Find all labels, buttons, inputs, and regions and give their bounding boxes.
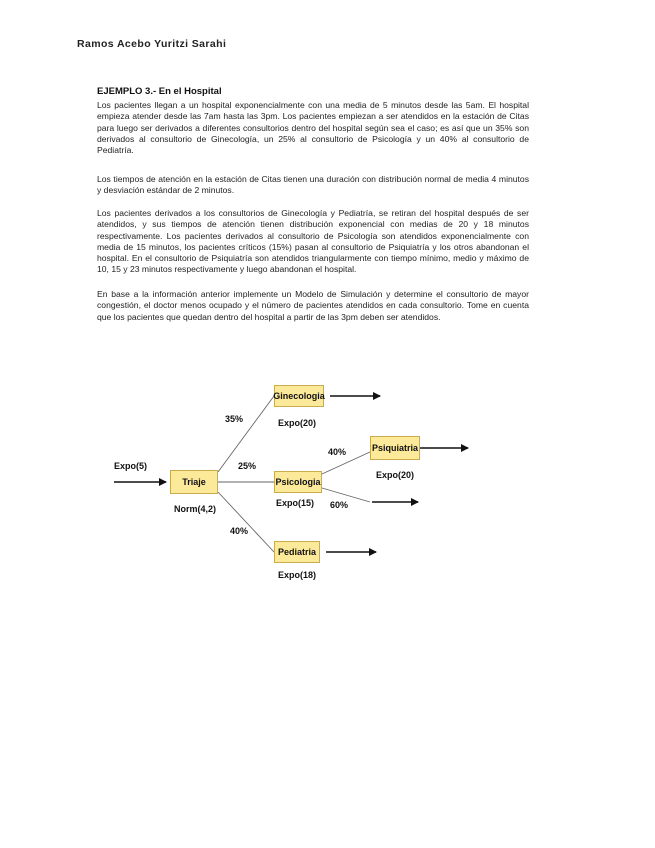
edge-triaje-pediatria [218,492,274,552]
paragraph-arrivals: Los pacientes llegan a un hospital exponencialmente con una media de 5 minutos desde las 5am. El hospital empieza atender desde las 7am hasta las 3pm. Los pacientes empiezan a ser atendidos en la estación de Citas para luego ser derivados a diferentes consultorios dentro del hospital según sea el caso; es así que un 35% son derivados al consultorio de Ginecología, un 25% al consultorio de Psicología y un 40% al consultorio de Pediatría. [97,100,529,156]
author-header: Ramos Acebo Yuritzi Sarahi [77,38,227,50]
psiquiatria-dist: Expo(20) [376,470,415,480]
flow-diagram [100,360,500,600]
psicologia-node: Psicologia [274,471,322,493]
percent-exit: 60% [330,500,349,510]
psicologia-dist: Expo(15) [276,498,315,508]
percent-ginecologia: 35% [225,414,244,424]
percent-psiquiatria: 40% [328,447,347,457]
example-title: EJEMPLO 3.- En el Hospital [97,86,222,97]
percent-pediatria: 40% [230,526,249,536]
ginecologia-node: Ginecologia [274,385,324,407]
paragraph-consultorios: Los pacientes derivados a los consultorios de Ginecología y Pediatría, se retiran del hospital después de ser atendidos, y sus tiempos de atención tienen distribución exponencial con medias de 20 y 18 minutos respectivamente. Los pacientes derivados al consultorio de Psicología son atendidos exponencialmente con media de 15 minutos, los pacientes críticos (15%) pasan al consultorio de Psiquiatría y los otros abandonan el hospital. En el consultorio de Psiquiatría son atendidos triangularmente con tiempo mínimo, medio y máximo de 10, 15 y 23 minutos respectivamente y luego abandonan el hospital. [97,208,529,275]
paragraph-citas-times: Los tiempos de atención en la estación de Citas tienen una duración con distribución normal de media 4 minutos y desviación estándar de 2 minutos. [97,174,529,196]
psiquiatria-node: Psiquiatria [370,436,420,460]
ginecologia-dist: Expo(20) [278,418,317,428]
triaje-dist: Norm(4,2) [174,504,217,514]
percent-psicologia: 25% [238,461,257,471]
triaje-node: Triaje [170,470,218,494]
pediatria-dist: Expo(18) [278,570,317,580]
paragraph-task: En base a la información anterior implemente un Modelo de Simulación y determine el consultorio de mayor congestión, el doctor menos ocupado y el número de pacientes atendidos en cada consultorio. Tome en cuenta que los pacientes que quedan dentro del hospital a partir de las 3pm deben ser atendidos. [97,289,529,322]
arrival-label: Expo(5) [114,461,148,471]
pediatria-node: Pediatria [274,541,320,563]
